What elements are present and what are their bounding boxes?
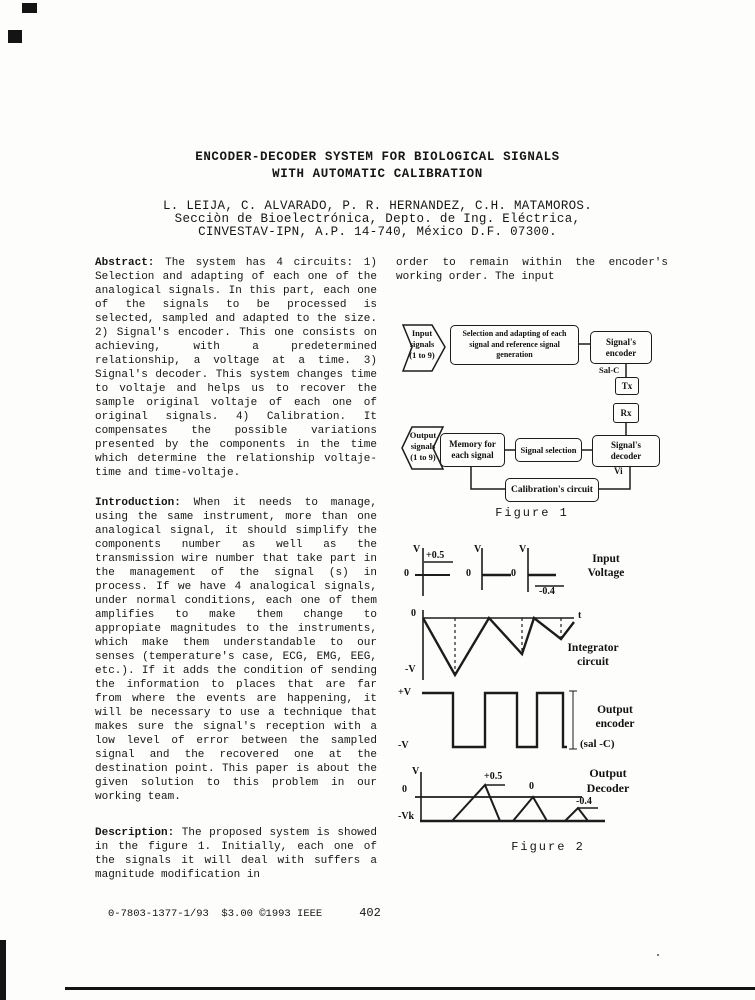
footer-copyright: 0-7803-1377-1/93 $3.00 ©1993 IEEE [108, 908, 323, 920]
figure2-diagram [398, 540, 698, 870]
integrator-title-line: circuit [577, 656, 609, 668]
sal-c-output-label: (sal -C) [580, 738, 615, 750]
signal-selection-box: Signal selection [515, 438, 582, 462]
encoder-box [590, 331, 652, 364]
vi-label: Vi [614, 466, 623, 476]
decoder-peak1-label: +0.5 [484, 771, 503, 782]
scan-artifact-speck [657, 954, 659, 956]
introduction-text: When it needs to manage, using the same instrument, more than one analogical signal, it should simplify the components number as well as the transmission wire number that take part in the management of the signal (s) in process. If we have 4 analogical signals, under normal conditions, each one of them amplifies to make them change to appropiate magnitudes to the instruments, which make them understandable to our senses (temperature's case, ECG, EMG, EEG, etc.). If it adds the condition of sending the information to places that are far from where the events are happening, it will be necessary to use a technique that makes sure the signal's reception with a low level of error between the sampled signal and the recovered one at the destination point. This paper is about the given solution to this problem in our working team. [95, 497, 377, 803]
encoder-output-title-line: encoder [595, 718, 635, 730]
encoder-output-title-line: Output [597, 704, 633, 716]
decoder-output-title [572, 766, 644, 796]
axis-zero-label: 0 [511, 568, 516, 579]
rx-box: Rx [613, 403, 639, 423]
axis-v-label: V [413, 544, 421, 555]
integrator-title-line: Integrator [567, 642, 619, 654]
encoder-box-line: Signal's [605, 336, 636, 347]
output-arrow-line: Output [409, 430, 437, 440]
scan-artifact-top-2 [8, 30, 22, 43]
abstract-heading: Abstract: [95, 257, 155, 269]
decoder-box-line: Signal's [610, 440, 641, 450]
axis-zero-label: 0 [466, 568, 471, 579]
minus-04-label: -0.4 [539, 586, 555, 597]
input-voltage-title-line: Voltage [587, 567, 625, 579]
tx-box: Tx [615, 377, 639, 395]
encoder-plusv-label: +V [398, 687, 411, 698]
input-voltage-title-line: Input [592, 553, 620, 565]
integrator-negv-label: -V [405, 664, 416, 675]
decoder-box-line: decoder [610, 451, 642, 461]
decoder-peak2-label: 0 [529, 781, 534, 792]
description-paragraph [95, 826, 377, 882]
input-arrow-line: Input [411, 328, 433, 338]
scan-artifact-top-1 [22, 3, 37, 13]
description-heading: Description: [95, 827, 175, 839]
encoder-negv-label: -V [398, 740, 409, 751]
input-arrow-line: (1 to 9) [409, 350, 435, 360]
selection-box-line: Selection and adapting of each [462, 329, 567, 339]
introduction-paragraph [95, 496, 377, 804]
plus-05-label: +0.5 [426, 550, 445, 561]
abstract-text: The system has 4 circuits: 1) Selection and adapting of each one of the analogical signals. In this part, each one of the signals to be processed is selected, sampled and adapted to the size. 2) Signal's encoder. This one consists on achieving, with a predetermined relationship, a voltage at a time. 3) Signal's decoder. This system changes time to voltaje and helps us to recover the sample original voltaje of each one of original signals. 4) Calibration. It compensates the possible variations presented by the components in the time which determine the relationship voltaje-time and time-voltaje. [95, 257, 377, 479]
output-signals-arrow [405, 430, 441, 463]
integrator-zero-label: 0 [411, 608, 416, 619]
output-arrow-line: signals [410, 441, 436, 451]
input-voltage-title [574, 552, 638, 580]
axis-v-label: V [474, 544, 482, 555]
paper-title-line-1: ENCODER-DECODER SYSTEM FOR BIOLOGICAL SIGNALS [195, 150, 560, 164]
encoder-square-wave [422, 691, 577, 749]
figure2-caption: Figure 2 [511, 840, 585, 854]
sal-c-label: Sal-C [599, 365, 620, 375]
decoder-negvk-label: -Vk [398, 811, 415, 822]
selection-box [450, 325, 579, 365]
output-arrow-line: (1 to 9) [410, 452, 436, 462]
memory-box-line: Memory for [449, 439, 496, 449]
decoder-output-title-line: Decoder [586, 781, 630, 795]
encoder-output-title [580, 703, 650, 731]
affiliation-line-1: Secciòn de Bioelectrónica, Depto. de Ing. Eléctrica, [174, 212, 581, 226]
decoder-box [592, 435, 660, 467]
figure1-diagram [398, 320, 666, 525]
memory-box-line: each signal [451, 450, 494, 460]
scan-artifact-left-bar [0, 940, 6, 1000]
authors-line: L. LEIJA, C. ALVARADO, P. R. HERNANDEZ, C.H. MATAMOROS. [162, 199, 593, 213]
description-text: The proposed system is showed in the figure 1. Initially, each one of the signals it will deal with suffers a magnitude modification in [95, 827, 377, 881]
memory-box [440, 433, 505, 467]
input-arrow-line: signals [409, 339, 435, 349]
right-column-continuation: order to remain within the encoder's working order. The input [396, 257, 668, 283]
paper-title-line-2: WITH AUTOMATIC CALIBRATION [272, 167, 483, 181]
introduction-heading: Introduction: [95, 497, 181, 509]
affiliation-line-2: CINVESTAV-IPN, A.P. 14-740, México D.F. 07300. [198, 225, 557, 239]
input-signals-arrow [404, 328, 440, 361]
selection-box-line: signal and reference signal [469, 339, 560, 349]
decoder-peak3-label: -0.4 [576, 796, 592, 807]
axis-v-label: V [519, 544, 527, 555]
page-number: 402 [359, 906, 381, 920]
abstract-paragraph [95, 256, 377, 480]
encoder-box-line: encoder [605, 347, 637, 358]
decoder-zero-label: 0 [402, 784, 407, 795]
scan-artifact-bottom-line [65, 987, 755, 990]
selection-box-line: generation [496, 350, 533, 360]
calibration-box: Calibration's circuit [505, 478, 599, 502]
axis-zero-label: 0 [404, 568, 409, 579]
decoder-output-title-line: Output [589, 766, 627, 780]
integrator-title [558, 641, 628, 669]
integrator-waveform [423, 610, 574, 680]
figure1-caption: Figure 1 [495, 506, 569, 520]
integrator-t-label: t [578, 610, 582, 621]
decoder-v-label: V [412, 766, 420, 777]
